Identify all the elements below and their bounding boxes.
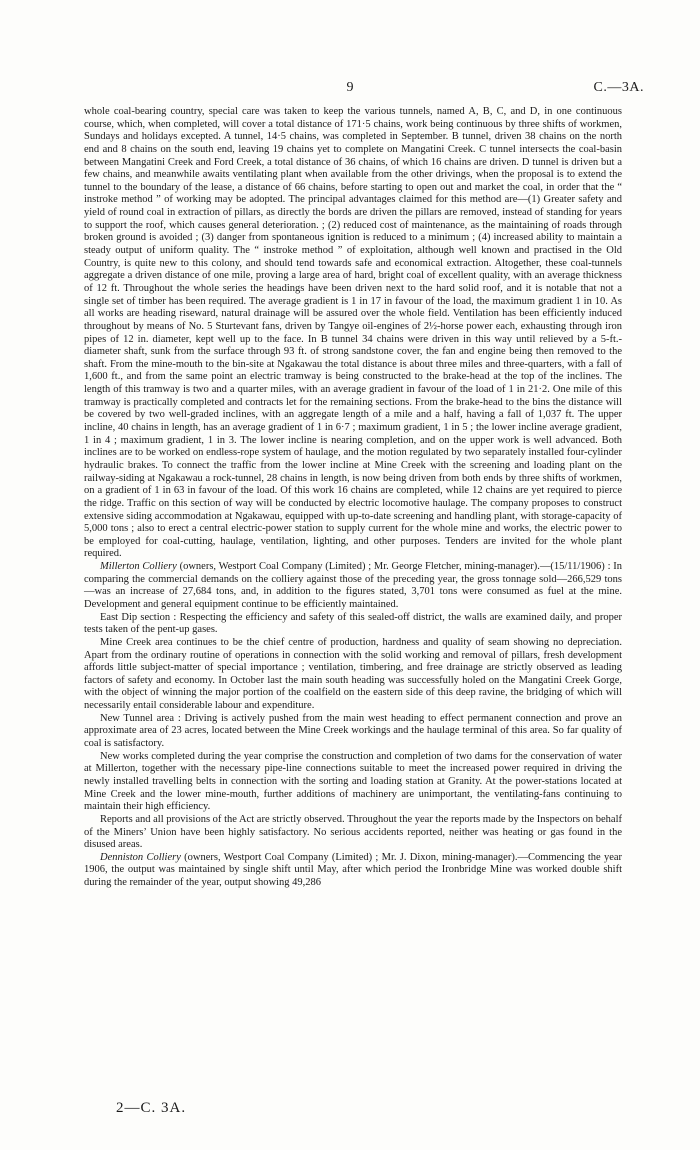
footer-signature: 2—C. 3A. (116, 1100, 187, 1116)
paragraph-denniston (84, 852, 622, 890)
colliery-name-denniston: Denniston Colliery (100, 851, 181, 863)
paragraph-reports: Reports and all provisions of the Act are strictly observed. Throughout the year the reports made by the Inspectors on behalf of the Miners’ Union have been highly satisfactory. No serious accidents reported, neither was heating or gas found in the disused areas. (84, 813, 622, 851)
paragraph-east-dip: East Dip section : Respecting the efficiency and safety of this sealed-off district, the walls are examined daily, and proper tests taken of the pent-up gases. (84, 611, 622, 636)
paragraph-millerton-text: (owners, Westport Coal Company (Limited) ; Mr. George Fletcher, mining-manager).—(15/11/1906) : In comparing the commercial demands on the colliery against those of the preceding year, the gross tonnage sold—266,529 tons—was an increase of 27,684 tons, and, in addition to the figures stated, 3,701 tons were consumed as fuel at the mine. Development and general equipment continue to be efficiently maintained. (84, 561, 622, 610)
paragraph-tunnels: whole coal-bearing country, special care was taken to keep the various tunnels, named A, B, C, and D, in one continuous course, which, when completed, will cover a total distance of 171·5 chains, work being continuous by three shifts of workmen, Sundays and holidays excepted. A tunnel, 14·5 chains, was completed in September. B tunnel, driven 38 chains on the north end and 8 chains on the south end, leaving 19 chains yet to complete on Mangatini Creek. C tunnel intersects the coal-basin between Mangatini Creek and Ford Creek, a total distance of 36 chains, of which 16 chains are driven. D tunnel is driven but a few chains, and meanwhile awaits ventilating plant when available from the other drivings, when the proposal is to extend the tunnel to the boundary of the lease, a distance of 66 chains, before starting to open out and market the coal, in order that the “ instroke method ” of working may be adopted. The principal advantages claimed for this method are—(1) Greater safety and yield of round coal in extraction of pillars, as directly the bords are driven the pillars are removed, instead of standing for years to support the roof, which causes general deterioration. ; (2) reduced cost of maintenance, as the maintaining of roads through broken ground is avoided ; (3) danger from spontaneous ignition is reduced to a minimum ; (4) increased ability to maintain a steady output of uniform quality. The “ instroke method ” of exploitation, although well known and practised in the Old Country, is quite new to this colony, and should tend towards safe and economical extraction. Altogether, these coal-tunnels aggregate a driven distance of one mile, proving a large area of hard, bright coal of excellent quality, with an average thickness of 12 ft. Throughout the whole series the headings have been driven next to the hard solid roof, and it is notable that not a single set of timber has been required. The average gradient is 1 in 17 in favour of the load, the maximum gradient 1 in 10. As all works are heading riseward, natural drainage will be assured over the whole field. Ventilation has been efficiently induced throughout by means of No. 5 Sturtevant fans, driven by Tangye oil-engines of 2½-horse power each, exhausting through iron pipes of 12 in. diameter, kept well up to the face. In B tunnel 34 chains were driven in this way until relieved by a 5-ft.-diameter shaft, sunk from the surface through 93 ft. of strong sandstone cover, the fan and engine being then removed to the shaft. From the mine-mouth to the bin-site at Ngakawau the total distance is about three miles and three-quarters, with a fall of 1,600 ft., and from the same point an electric tramway is being constructed to the brake-head at the top of the inclines. The length of this tramway is two and a quarter miles, with an average gradient in favour of the load of 1 in 21·2. One mile of this tramway is practically completed and contracts let for the remaining sections. From the brake-head to the bins the distance will be covered by two well-graded inclines, with an aggregate length of a mile and a half, having a fall of 1,037 ft. The upper incline, 40 chains in length, has an average gradient of 1 in 6·7 ; maximum gradient, 1 in 5 ; the lower incline average gradient, 1 in 4 ; maximum gradient, 1 in 3. The lower incline is nearing completion, and on the upper work is well advanced. Both inclines are to be worked on endless-rope system of haulage, and the motion regulated by two separately installed four-cylinder hydraulic brakes. To connect the traffic from the lower incline at Mine Creek with the screening and loading plant on the railway-siding at Ngakawau a rock-tunnel, 28 chains in length, is now being driven from both ends by three shifts of workmen, on a gradient of 1 in 63 in favour of the load. Of this work 16 chains are completed, while 12 chains are yet required to pierce the ridge. Traffic on this section of way will be conducted by electric locomotive haulage. The company proposes to construct extensive siding accommodation at Ngakawau, equipped with up-to-date screening and handling plant, with storage-capacity of 5,000 tons ; also to erect a central electric-power station to supply current for the whole mine and works, the electric power to be employed for coal-cutting, haulage, ventilation, lighting, and other purposes. Tenders are invited for the whole plant required. (84, 106, 622, 560)
paragraph-new-works: New works completed during the year comprise the construction and completion of two dams for the conservation of water at Millerton, together with the necessary pipe-line connections suitable to meet the increased power required in driving the newly installed travelling belts in connection with the sorting and loading station at Granity. At the power-stations located at Mine Creek and the lower mine-mouth, further additions of machinery are unimportant, the ventilating-fans continuing to maintain their high efficiency. (84, 750, 622, 813)
paragraph-new-tunnel: New Tunnel area : Driving is actively pushed from the main west heading to effect permanent connection and prove an approximate area of 23 acres, located between the Mine Creek workings and the haulage terminal of this area. So far quality of coal is satisfactory. (84, 712, 622, 750)
paragraph-mine-creek: Mine Creek area continues to be the chief centre of production, hardness and quality of seam showing no depreciation. Apart from the ordinary routine of operations in connection with the solid working and removal of pillars, fresh development affords little subject-matter of special importance ; ventilation, timbering, and free drainage are strictly observed as leading factors of safety and economy. In October last the main south heading was successfully holed on the Mangatini Creek Gorge, with the object of winning the major portion of the coalfield on the eastern side of this deep ravine, the bridging of which will necessarily entail considerable labour and expenditure. (84, 636, 622, 712)
paragraph-denniston-text: (owners, Westport Coal Company (Limited) ; Mr. J. Dixon, mining-manager).—Commencing the year 1906, the output was maintained by single shift until May, after which period the Ironbridge Mine was worked double shift during the remainder of the year, output showing 49,286 (84, 851, 623, 889)
body-text (84, 106, 622, 890)
page-number: 9 (346, 80, 354, 95)
paragraph-millerton (84, 561, 622, 612)
document-reference: C.—3A. (593, 80, 644, 95)
colliery-name-millerton: Millerton Colliery (100, 561, 177, 573)
